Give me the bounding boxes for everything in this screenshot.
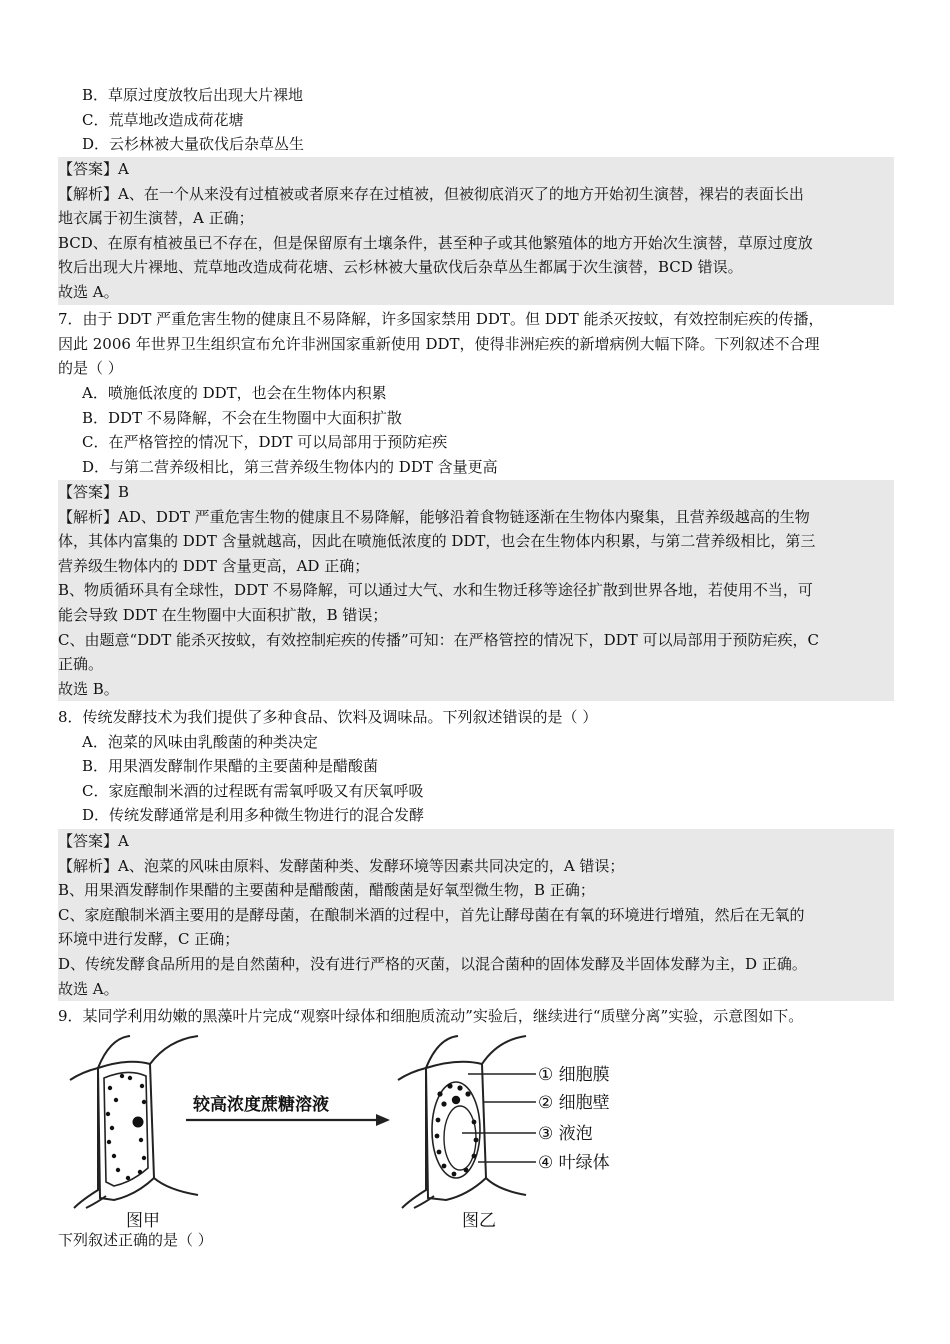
analysis-line: 正确。: [58, 655, 104, 674]
arrow-label: 较高浓度蔗糖溶液: [193, 1095, 329, 1115]
analysis-line: D、传统发酵食品所用的是自然菌种，没有进行严格的灭菌，以混合菌种的固体发酵及半固体发酵为主，D 正确。: [58, 954, 807, 973]
analysis-line: C、由题意“DDT 能杀灭按蚊，有效控制疟疾的传播”可知：在严格管控的情况下，DDT 可以局部用于预防疟疾，C: [58, 630, 819, 649]
q8-option-b: B．用果酒发酵制作果醋的主要菌种是醋酸菌: [82, 757, 379, 776]
q7-stem-line: 7．由于 DDT 严重危害生物的健康且不易降解，许多国家禁用 DDT。但 DDT 能杀灭按蚊，有效控制疟疾的传播，: [58, 310, 824, 328]
q6-option-c: C．荒草地改造成荷花塘: [82, 110, 244, 129]
analysis-line: C、家庭酿制米酒主要用的是酵母菌，在酿制米酒的过程中，首先让酵母菌在有氧的环境进行增殖，然后在无氧的: [58, 905, 805, 924]
answer-line: 【答案】A: [58, 160, 129, 178]
cell-b-chloroplasts: [435, 1083, 479, 1176]
answer-line: 【答案】A: [58, 832, 129, 850]
analysis-line: 牧后出现大片裸地、荒草地改造成荷花塘、云杉林被大量砍伐后杂草丛生都属于次生演替，BCD 错误。: [58, 258, 743, 277]
cell-diagram: [58, 1030, 658, 1230]
q8-stem: 8．传统发酵技术为我们提供了多种食品、饮料及调味品。下列叙述错误的是（ ）: [58, 708, 598, 726]
analysis-line: 【解析】AD、DDT 严重危害生物的健康且不易降解，能够沿着食物链逐渐在生物体内聚集，且营养级越高的生物: [58, 507, 810, 526]
q9-question: 下列叙述正确的是（ ）: [58, 1231, 213, 1249]
label-cell-wall: ② 细胞壁: [538, 1093, 610, 1113]
q8-option-d: D．传统发酵通常是利用多种微生物进行的混合发酵: [82, 806, 425, 825]
q9-stem: 9．某同学利用幼嫩的黑藻叶片完成“观察叶绿体和细胞质流动”实验后，继续进行“质壁分离”实验，示意图如下。: [58, 1007, 804, 1025]
caption-figure-a: 图甲: [126, 1211, 160, 1230]
label-vacuole: ③ 液泡: [538, 1124, 593, 1144]
analysis-line: B、物质循环具有全球性，DDT 不易降解，可以通过大气、水和生物迁移等途径扩散到世界各地，若使用不当，可: [58, 581, 813, 600]
analysis-line: 环境中进行发酵，C 正确；: [58, 930, 240, 949]
q7-stem-line: 的是（ ）: [58, 359, 123, 378]
analysis-line: 能会导致 DDT 在生物圈中大面积扩散，B 错误；: [58, 605, 388, 624]
q8-option-a: A．泡菜的风味由乳酸菌的种类决定: [82, 732, 318, 751]
cell-b-drawing: [398, 1036, 526, 1208]
q7-option-c: C．在严格管控的情况下，DDT 可以局部用于预防疟疾: [82, 433, 448, 452]
plasmolysis-figure: [58, 1030, 658, 1230]
analysis-line: 【解析】A、泡菜的风味由原料、发酵菌种类、发酵环境等因素共同决定的，A 错误；: [58, 856, 625, 875]
q7-option-d: D．与第二营养级相比，第三营养级生物体内的 DDT 含量更高: [82, 457, 498, 476]
analysis-line: 【解析】A、在一个从来没有过植被或者原来存在过植被，但被彻底消灭了的地方开始初生演替，裸岩的表面长出: [58, 184, 804, 203]
label-cell-membrane: ① 细胞膜: [538, 1065, 610, 1085]
arrow: [186, 1114, 390, 1126]
conclusion-line: 故选 B。: [58, 679, 119, 698]
q6-option-b: B．草原过度放牧后出现大片裸地: [82, 86, 304, 104]
q7-option-a: A．喷施低浓度的 DDT，也会在生物体内积累: [82, 384, 387, 402]
conclusion-line: 故选 A。: [58, 282, 119, 301]
analysis-line: B、用果酒发酵制作果醋的主要菌种是醋酸菌，醋酸菌是好氧型微生物，B 正确；: [58, 881, 595, 900]
conclusion-line: 故选 A。: [58, 979, 119, 998]
analysis-line: 营养级生物体内的 DDT 含量更高，AD 正确；: [58, 556, 370, 575]
answer-line: 【答案】B: [58, 483, 130, 501]
analysis-line: BCD、在原有植被虽已不存在，但是保留原有土壤条件，甚至种子或其他繁殖体的地方开始次生演替，草原过度放: [58, 233, 813, 252]
q7-option-b: B．DDT 不易降解，不会在生物圈中大面积扩散: [82, 408, 402, 427]
q7-answer-block: [58, 480, 894, 701]
caption-figure-b: 图乙: [462, 1211, 496, 1230]
analysis-line: 体，其体内富集的 DDT 含量就越高，因此在喷施低浓度的 DDT，也会在生物体内积累，与第二营养级相比，第三: [58, 532, 816, 551]
cell-a-chloroplasts: [106, 1074, 146, 1180]
q6-option-d: D．云杉林被大量砍伐后杂草丛生: [82, 135, 305, 154]
q6-answer-block: [58, 157, 894, 305]
analysis-line: 地衣属于初生演替，A 正确；: [58, 209, 254, 228]
q8-answer-block: [58, 829, 894, 1001]
label-chloroplast: ④ 叶绿体: [538, 1153, 610, 1173]
q7-stem-line: 因此 2006 年世界卫生组织宣布允许非洲国家重新使用 DDT，使得非洲疟疾的新增病例大幅下降。下列叙述不合理: [58, 334, 820, 353]
q8-option-c: C．家庭酿制米酒的过程既有需氧呼吸又有厌氧呼吸: [82, 781, 424, 800]
